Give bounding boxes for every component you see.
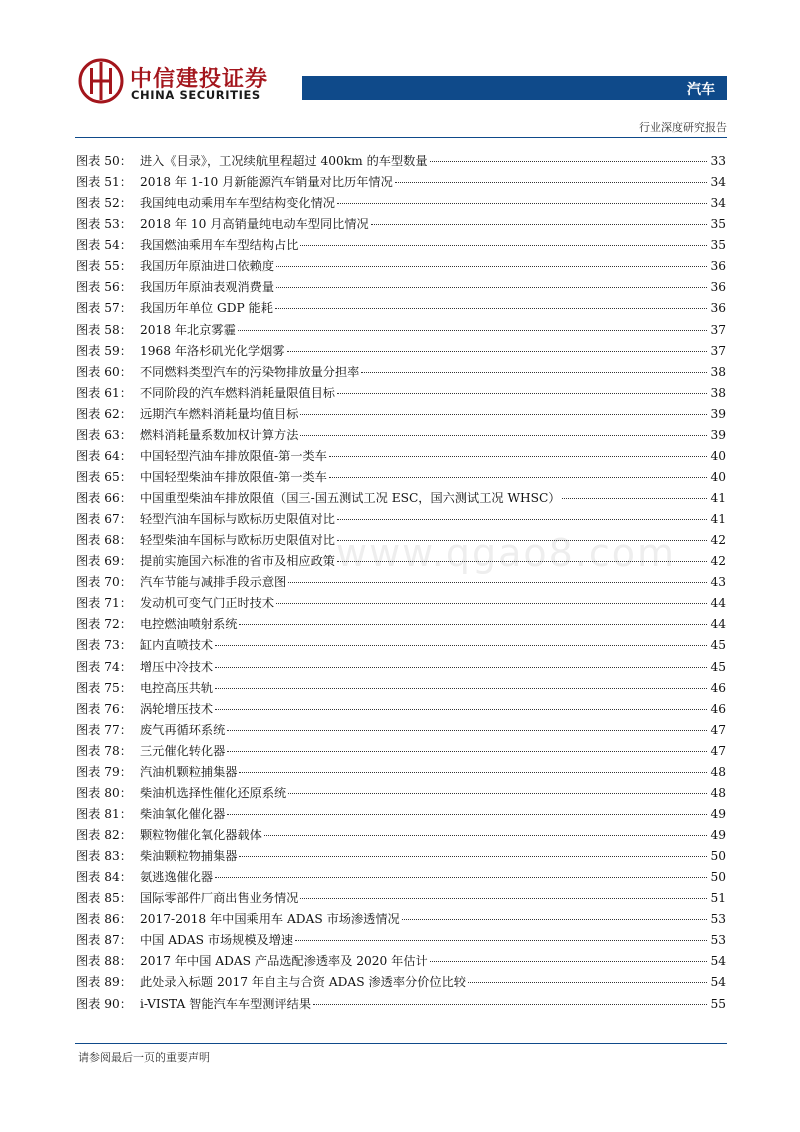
toc-leader-dots bbox=[238, 330, 708, 331]
toc-entry-page: 46 bbox=[710, 680, 726, 695]
toc-leader-dots bbox=[329, 477, 708, 478]
toc-entry-title: 柴油颗粒物捕集器 bbox=[139, 849, 238, 864]
toc-entry-title: 颗粒物催化氧化器载体 bbox=[139, 828, 262, 842]
toc-entry[interactable] bbox=[76, 593, 726, 614]
toc-entry-label: 图表 62： bbox=[76, 406, 132, 421]
toc-entry-page: 36 bbox=[710, 259, 726, 274]
toc-entry-page: 38 bbox=[710, 364, 726, 379]
toc-entry-label: 图表 75： bbox=[76, 680, 132, 695]
toc-entry-page: 54 bbox=[710, 954, 726, 969]
toc-entry-page: 45 bbox=[710, 638, 726, 653]
toc-entry[interactable] bbox=[76, 972, 726, 993]
toc-leader-dots bbox=[300, 898, 707, 899]
toc-leader-dots bbox=[215, 688, 707, 689]
footer-disclaimer-note: 请参阅最后一页的重要声明 bbox=[78, 1051, 210, 1064]
toc-entry-title: 发动机可变气门正时技术 bbox=[139, 596, 275, 611]
toc-entry-label: 图表 51： bbox=[76, 175, 132, 190]
toc-leader-dots bbox=[337, 540, 708, 541]
toc-entry-label: 图表 52： bbox=[76, 196, 132, 211]
toc-entry-label: 图表 90： bbox=[76, 996, 132, 1011]
toc-entry[interactable] bbox=[76, 804, 726, 825]
toc-entry-label: 图表 56： bbox=[76, 280, 132, 295]
toc-entry-label: 图表 50： bbox=[76, 154, 132, 168]
toc-leader-dots bbox=[300, 245, 707, 246]
toc-leader-dots bbox=[227, 751, 707, 752]
toc-entry-label: 图表 61： bbox=[76, 385, 132, 400]
toc-leader-dots bbox=[562, 498, 707, 499]
toc-entry[interactable] bbox=[76, 298, 726, 319]
toc-entry-label: 图表 70： bbox=[76, 575, 132, 590]
toc-entry[interactable] bbox=[76, 193, 726, 214]
toc-entry-title: 2017-2018 年中国乘用车 ADAS 市场渗透情况 bbox=[139, 912, 400, 927]
toc-entry[interactable] bbox=[76, 783, 726, 804]
toc-entry-page: 45 bbox=[710, 659, 726, 674]
toc-entry-label: 图表 82： bbox=[76, 828, 132, 842]
toc-leader-dots bbox=[371, 224, 708, 225]
toc-entry-label: 图表 89： bbox=[76, 975, 132, 990]
toc-leader-dots bbox=[288, 793, 707, 794]
toc-entry-label: 图表 74： bbox=[76, 659, 132, 674]
toc-entry[interactable] bbox=[76, 635, 726, 656]
toc-entry-title: 我国历年单位 GDP 能耗 bbox=[139, 301, 273, 316]
toc-leader-dots bbox=[395, 182, 708, 183]
toc-entry[interactable] bbox=[76, 657, 726, 678]
section-label: 汽车 bbox=[687, 82, 715, 98]
toc-entry-label: 图表 60： bbox=[76, 364, 132, 379]
toc-entry-page: 39 bbox=[710, 406, 726, 421]
toc-entry-title: 我国燃油乘用车车型结构占比 bbox=[139, 238, 299, 253]
toc-entry-title: 此处录入标题 2017 年自主与合资 ADAS 渗透率分价位比较 bbox=[139, 975, 466, 990]
toc-leader-dots bbox=[361, 372, 707, 373]
toc-leader-dots bbox=[300, 414, 707, 415]
toc-entry-page: 40 bbox=[710, 469, 726, 484]
toc-entry-title: 2017 年中国 ADAS 产品选配渗透率及 2020 年估计 bbox=[139, 954, 428, 969]
toc-entry-page: 40 bbox=[710, 448, 726, 463]
toc-leader-dots bbox=[430, 961, 708, 962]
toc-entry[interactable] bbox=[76, 994, 726, 1015]
toc-entry-title: 提前实施国六标准的省市及相应政策 bbox=[139, 554, 335, 569]
toc-entry[interactable] bbox=[76, 425, 726, 446]
toc-entry-page: 49 bbox=[710, 806, 726, 821]
toc-entry[interactable] bbox=[76, 951, 726, 972]
toc-entry-title: 轻型柴油车国标与欧标历史限值对比 bbox=[139, 533, 335, 548]
toc-entry-page: 41 bbox=[710, 491, 726, 505]
toc-entry-label: 图表 73： bbox=[76, 638, 132, 653]
toc-leader-dots bbox=[287, 351, 708, 352]
toc-entry-label: 图表 57： bbox=[76, 301, 132, 316]
toc-entry-label: 图表 63： bbox=[76, 427, 132, 442]
toc-entry[interactable] bbox=[76, 825, 726, 846]
toc-entry-page: 49 bbox=[710, 828, 726, 842]
toc-entry-title: i-VISTA 智能汽车车型测评结果 bbox=[139, 996, 312, 1011]
toc-entry[interactable] bbox=[76, 151, 726, 172]
toc-entry-title: 电控高压共轨 bbox=[139, 680, 214, 695]
toc-entry-page: 53 bbox=[710, 912, 726, 927]
toc-entry-page: 35 bbox=[710, 217, 726, 232]
toc-entry[interactable] bbox=[76, 341, 726, 362]
toc-entry[interactable] bbox=[76, 930, 726, 951]
toc-leader-dots bbox=[215, 667, 707, 668]
toc-entry[interactable] bbox=[76, 551, 726, 572]
toc-entry-label: 图表 71： bbox=[76, 596, 132, 611]
toc-entry-page: 42 bbox=[710, 554, 726, 569]
toc-entry-title: 我国历年原油进口依赖度 bbox=[139, 259, 275, 274]
toc-entry-label: 图表 86： bbox=[76, 912, 132, 927]
toc-entry-label: 图表 55： bbox=[76, 259, 132, 274]
toc-entry-title: 进入《目录》，工况续航里程超过 400km 的车型数量 bbox=[139, 154, 428, 168]
toc-entry-page: 37 bbox=[710, 343, 726, 358]
toc-entry-title: 我国历年原油表观消费量 bbox=[139, 280, 275, 295]
page-header bbox=[0, 0, 800, 134]
toc-entry-title: 轻型汽油车国标与欧标历史限值对比 bbox=[139, 512, 335, 527]
toc-entry-page: 36 bbox=[710, 301, 726, 316]
toc-entry-label: 图表 79： bbox=[76, 764, 132, 779]
toc-entry-title: 我国纯电动乘用车车型结构变化情况 bbox=[139, 196, 335, 211]
toc-entry[interactable] bbox=[76, 867, 726, 888]
toc-entry-label: 图表 80： bbox=[76, 785, 132, 800]
toc-leader-dots bbox=[275, 308, 708, 309]
toc-entry-title: 不同燃料类型汽车的污染物排放量分担率 bbox=[139, 364, 360, 379]
toc-entry-title: 三元催化转化器 bbox=[139, 743, 226, 758]
toc-entry-page: 37 bbox=[710, 322, 726, 337]
toc-entry[interactable] bbox=[76, 509, 726, 530]
toc-entry-title: 1968 年洛杉矶光化学烟雾 bbox=[139, 343, 285, 358]
report-type: 行业深度研究报告 bbox=[639, 121, 727, 134]
toc-entry-title: 汽油机颗粒捕集器 bbox=[139, 764, 238, 779]
toc-entry-title: 2018 年北京雾霾 bbox=[139, 322, 236, 337]
toc-entry-page: 39 bbox=[710, 427, 726, 442]
toc-entry-title: 电控燃油喷射系统 bbox=[139, 617, 238, 632]
brand-name-en: CHINA SECURITIES bbox=[131, 88, 261, 102]
toc-entry-title: 中国轻型柴油车排放限值-第一类车 bbox=[139, 469, 327, 484]
toc-leader-dots bbox=[430, 161, 708, 162]
toc-leader-dots bbox=[276, 287, 707, 288]
toc-entry-label: 图表 59： bbox=[76, 343, 132, 358]
toc-entry-title: 废气再循环系统 bbox=[139, 722, 226, 737]
toc-entry-page: 47 bbox=[710, 743, 726, 758]
toc-entry-title: 氨逃逸催化器 bbox=[139, 870, 214, 885]
toc-entry-label: 图表 78： bbox=[76, 743, 132, 758]
toc-entry-label: 图表 72： bbox=[76, 617, 132, 632]
toc-entry-page: 35 bbox=[710, 238, 726, 253]
toc-entry-page: 55 bbox=[710, 996, 726, 1011]
toc-entry-page: 36 bbox=[710, 280, 726, 295]
toc-entry[interactable] bbox=[76, 846, 726, 867]
toc-entry-label: 图表 76： bbox=[76, 701, 132, 716]
toc-leader-dots bbox=[227, 730, 707, 731]
toc-entry-page: 46 bbox=[710, 701, 726, 716]
toc-entry-label: 图表 65： bbox=[76, 469, 132, 484]
toc-entry[interactable] bbox=[76, 256, 726, 277]
toc-entry-label: 图表 84： bbox=[76, 870, 132, 885]
toc-leader-dots bbox=[402, 919, 708, 920]
toc-entry[interactable] bbox=[76, 404, 726, 425]
toc-entry[interactable] bbox=[76, 614, 726, 635]
toc-entry-title: 2018 年 10 月高销量纯电动车型同比情况 bbox=[139, 217, 369, 232]
toc-entry[interactable] bbox=[76, 909, 726, 930]
toc-leader-dots bbox=[329, 456, 708, 457]
toc-entry[interactable] bbox=[76, 383, 726, 404]
toc-entry-page: 34 bbox=[710, 196, 726, 211]
toc-entry-label: 图表 85： bbox=[76, 891, 132, 906]
toc-entry[interactable] bbox=[76, 488, 726, 509]
toc-entry-title: 不同阶段的汽车燃料消耗量限值目标 bbox=[139, 385, 335, 400]
toc-leader-dots bbox=[215, 709, 707, 710]
toc-entry[interactable] bbox=[76, 467, 726, 488]
toc-entry-label: 图表 67： bbox=[76, 512, 132, 527]
toc-leader-dots bbox=[337, 561, 708, 562]
toc-entry[interactable] bbox=[76, 888, 726, 909]
toc-leader-dots bbox=[215, 877, 707, 878]
toc-entry[interactable] bbox=[76, 720, 726, 741]
toc-entry-title: 2018 年 1-10 月新能源汽车销量对比历年情况 bbox=[139, 175, 393, 190]
toc-entry-page: 44 bbox=[710, 617, 726, 632]
toc-entry[interactable] bbox=[76, 235, 726, 256]
footer-divider bbox=[75, 1043, 727, 1044]
toc-leader-dots bbox=[337, 203, 708, 204]
toc-entry[interactable] bbox=[76, 172, 726, 193]
toc-entry-page: 53 bbox=[710, 933, 726, 948]
toc-entry-title: 汽车节能与减排手段示意图 bbox=[139, 575, 287, 590]
toc-leader-dots bbox=[239, 856, 707, 857]
toc-entry[interactable] bbox=[76, 530, 726, 551]
toc-entry-title: 燃料消耗量系数加权计算方法 bbox=[139, 427, 299, 442]
toc-entry[interactable] bbox=[76, 762, 726, 783]
toc-entry-title: 中国重型柴油车排放限值（国三-国五测试工况 ESC，国六测试工况 WHSC） bbox=[139, 491, 561, 505]
toc-leader-dots bbox=[227, 814, 707, 815]
toc-entry[interactable] bbox=[76, 214, 726, 235]
toc-entry-label: 图表 64： bbox=[76, 448, 132, 463]
toc-entry-page: 50 bbox=[710, 870, 726, 885]
toc-entry-label: 图表 54： bbox=[76, 238, 132, 253]
toc-entry[interactable] bbox=[76, 678, 726, 699]
toc-entry-title: 中国轻型汽油车排放限值-第一类车 bbox=[139, 448, 327, 463]
toc-entry-label: 图表 53： bbox=[76, 217, 132, 232]
toc-entry-page: 51 bbox=[710, 891, 726, 906]
toc-entry-title: 远期汽车燃料消耗量均值目标 bbox=[139, 406, 299, 421]
toc-leader-dots bbox=[264, 835, 708, 836]
toc-leader-dots bbox=[215, 645, 707, 646]
toc-leader-dots bbox=[288, 582, 707, 583]
toc-entry-title: 缸内直喷技术 bbox=[139, 638, 214, 653]
toc-entry-page: 38 bbox=[710, 385, 726, 400]
toc-leader-dots bbox=[337, 393, 708, 394]
toc-entry-page: 43 bbox=[710, 575, 726, 590]
toc-leader-dots bbox=[276, 603, 707, 604]
toc-entry-title: 增压中冷技术 bbox=[139, 659, 214, 674]
header-divider bbox=[75, 137, 727, 138]
toc-entry[interactable] bbox=[76, 362, 726, 383]
toc-entry-label: 图表 87： bbox=[76, 933, 132, 948]
china-securities-logo-icon bbox=[78, 58, 124, 104]
toc-leader-dots bbox=[276, 266, 707, 267]
toc-leader-dots bbox=[300, 435, 707, 436]
toc-entry-label: 图表 81： bbox=[76, 806, 132, 821]
toc-entry[interactable] bbox=[76, 446, 726, 467]
brand-name-cn: 中信建投证券 bbox=[130, 67, 269, 92]
toc-leader-dots bbox=[313, 1004, 707, 1005]
toc-entry-page: 41 bbox=[710, 512, 726, 527]
toc-leader-dots bbox=[239, 772, 707, 773]
toc-entry-page: 48 bbox=[710, 764, 726, 779]
toc-entry[interactable] bbox=[76, 277, 726, 298]
toc-entry[interactable] bbox=[76, 320, 726, 341]
toc-entry-page: 54 bbox=[710, 975, 726, 990]
watermark: www.qgao8.com bbox=[336, 531, 677, 575]
toc-entry-page: 34 bbox=[710, 175, 726, 190]
toc-entry[interactable] bbox=[76, 741, 726, 762]
toc-entry-label: 图表 66： bbox=[76, 491, 132, 505]
toc-entry-label: 图表 77： bbox=[76, 722, 132, 737]
toc-entry-title: 涡轮增压技术 bbox=[139, 701, 214, 716]
section-band bbox=[302, 76, 727, 100]
toc-entry-title: 柴油氧化催化器 bbox=[139, 806, 226, 821]
toc-entry-title: 柴油机选择性催化还原系统 bbox=[139, 785, 287, 800]
toc-entry-page: 42 bbox=[710, 533, 726, 548]
toc-entry-page: 50 bbox=[710, 849, 726, 864]
toc-entry-label: 图表 83： bbox=[76, 849, 132, 864]
table-of-figures bbox=[76, 151, 726, 1015]
toc-leader-dots bbox=[468, 982, 708, 983]
toc-entry-label: 图表 88： bbox=[76, 954, 132, 969]
toc-entry[interactable] bbox=[76, 572, 726, 593]
toc-entry-title: 中国 ADAS 市场规模及增速 bbox=[139, 933, 294, 948]
toc-entry-label: 图表 68： bbox=[76, 533, 132, 548]
toc-leader-dots bbox=[337, 519, 708, 520]
toc-entry-title: 国际零部件厂商出售业务情况 bbox=[139, 891, 299, 906]
toc-entry-page: 33 bbox=[710, 154, 726, 168]
toc-leader-dots bbox=[295, 940, 707, 941]
toc-entry-page: 48 bbox=[710, 785, 726, 800]
toc-leader-dots bbox=[239, 624, 707, 625]
toc-entry-label: 图表 69： bbox=[76, 554, 132, 569]
toc-entry-label: 图表 58： bbox=[76, 322, 132, 337]
toc-entry-page: 47 bbox=[710, 722, 726, 737]
toc-entry-page: 44 bbox=[710, 596, 726, 611]
toc-entry[interactable] bbox=[76, 699, 726, 720]
